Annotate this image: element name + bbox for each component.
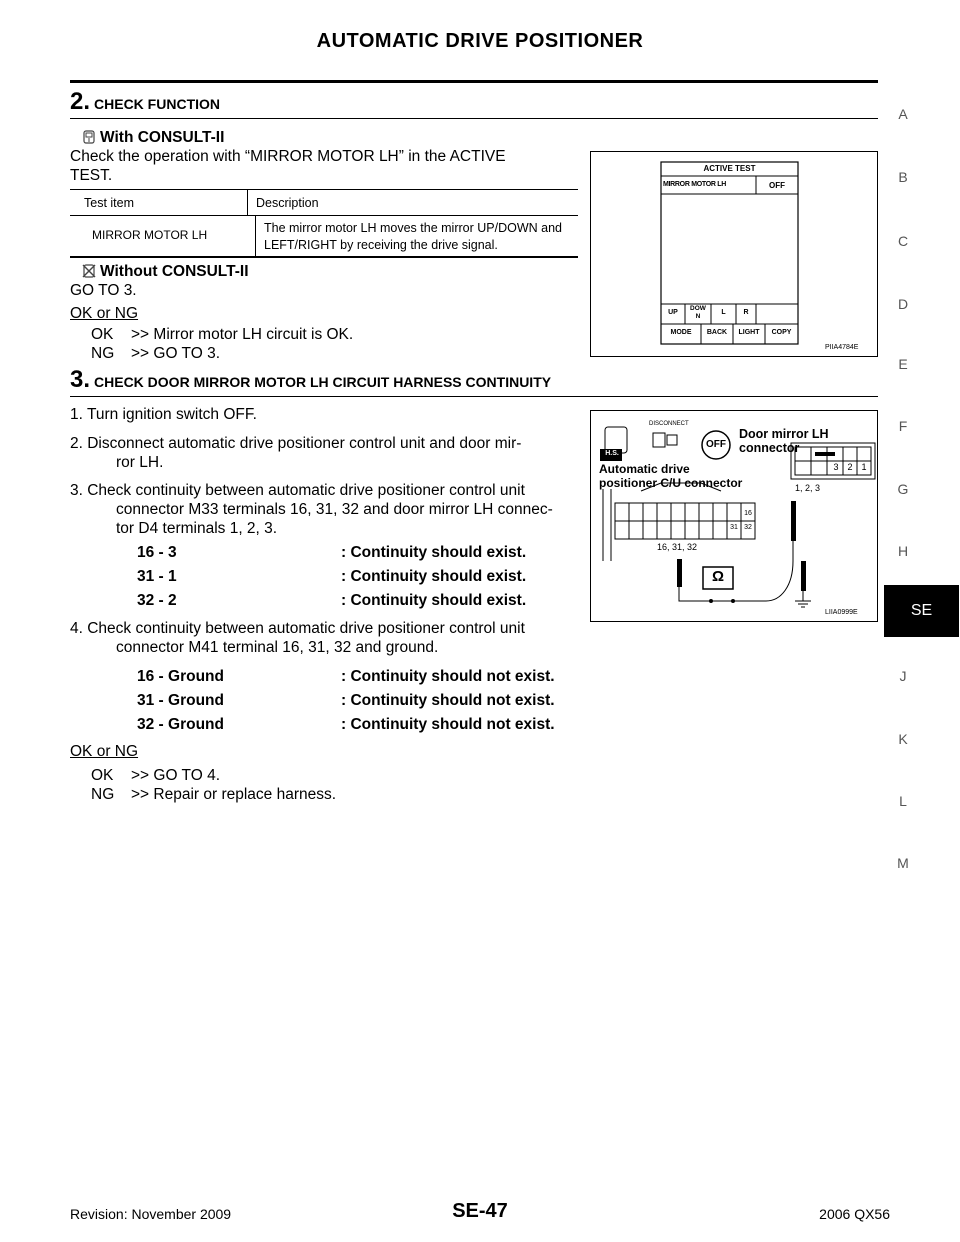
- index-m[interactable]: M: [897, 855, 909, 871]
- ground-pair: 31 - Ground: [137, 692, 224, 709]
- step3-number: 3.: [70, 366, 91, 393]
- fig-code-step3: LIIA0999E: [825, 609, 858, 616]
- ng-code: NG: [91, 786, 115, 803]
- fig-right-button: R: [743, 309, 749, 316]
- continuity-result: : Continuity should exist.: [341, 544, 527, 561]
- page-title: AUTOMATIC DRIVE POSITIONER: [316, 30, 644, 52]
- fig-back-button: BACK: [706, 329, 728, 336]
- step3-item-4b: connector M41 terminal 16, 31, 32 and ground.: [116, 639, 439, 656]
- step3-item-3b: connector M33 terminals 16, 31, 32 and door mirror LH connec-: [116, 501, 553, 518]
- continuity-result: : Continuity should exist.: [341, 592, 527, 609]
- ok-code: OK: [91, 326, 114, 343]
- footer-revision: Revision: November 2009: [70, 1206, 232, 1222]
- ground-row: [137, 692, 555, 710]
- ground-pair: 16 - Ground: [137, 668, 224, 685]
- header-rule: [70, 80, 878, 83]
- fig-item-value: OFF: [769, 181, 785, 190]
- step3-item-1: 1. Turn ignition switch OFF.: [70, 406, 257, 423]
- fig-item-label: MIRROR MOTOR LH: [663, 181, 727, 188]
- fig-down-button: DOW N: [690, 305, 706, 320]
- hs-label: H.S.: [605, 450, 619, 457]
- cu-connector-label: [599, 462, 742, 490]
- step3-okng: OK or NG: [70, 743, 139, 760]
- continuity-pair: 31 - 1: [137, 568, 177, 585]
- step3-rule: [70, 396, 878, 397]
- footer-model: 2006 QX56: [819, 1206, 890, 1222]
- step3-item-4a: 4. Check continuity between automatic drive positioner control unit: [70, 620, 525, 637]
- ground-result: : Continuity should not exist.: [341, 716, 555, 733]
- test-desc-cell: [256, 216, 562, 256]
- fig-left-button: L: [721, 309, 726, 316]
- test-table-header-item: Test item: [84, 195, 135, 210]
- ng-text: >> Repair or replace harness.: [131, 786, 337, 803]
- index-g[interactable]: G: [897, 481, 909, 497]
- ng-code: NG: [91, 345, 115, 362]
- continuity-row: [137, 544, 526, 562]
- ground-pair: 32 - Ground: [137, 716, 224, 733]
- disconnect-label: DISCONNECT: [649, 421, 689, 427]
- with-consult-text-2: TEST.: [70, 167, 113, 184]
- step2-number: 2.: [70, 88, 91, 115]
- without-consult-block: [84, 262, 249, 281]
- step2-rule: [70, 118, 878, 119]
- test-table: [70, 189, 578, 258]
- index-b[interactable]: B: [898, 169, 908, 185]
- index-e[interactable]: E: [898, 356, 908, 372]
- step2-ng-line: [91, 344, 220, 363]
- step2-okng: OK or NG: [70, 305, 139, 322]
- fig-copy-button: COPY: [771, 329, 792, 336]
- step3-heading: [70, 366, 551, 394]
- harness-figure: [590, 410, 878, 622]
- index-c[interactable]: C: [897, 233, 909, 249]
- cu-term-32: 32: [744, 524, 752, 531]
- index-d[interactable]: D: [897, 296, 909, 312]
- ground-result: : Continuity should not exist.: [341, 668, 555, 685]
- index-se-active[interactable]: SE: [884, 585, 959, 637]
- step2-heading: [70, 88, 220, 116]
- cu-terminals-label: 16, 31, 32: [657, 542, 698, 552]
- step2-ok-line: [91, 325, 353, 344]
- cu-term-31: 31: [730, 524, 738, 531]
- door-term-3: 3: [833, 462, 839, 472]
- cu-connector-line-2: positioner C/U connector: [599, 476, 743, 490]
- test-item-cell: MIRROR MOTOR LH: [92, 228, 208, 242]
- fig-code-step2: PIIA4784E: [825, 344, 859, 351]
- index-j[interactable]: J: [899, 668, 907, 684]
- ground-row: [137, 716, 555, 734]
- step3-title: CHECK DOOR MIRROR MOTOR LH CIRCUIT HARNESS CONTINUITY: [94, 374, 552, 390]
- step3-item-3c: tor D4 terminals 1, 2, 3.: [116, 520, 278, 537]
- active-test-screen: [591, 152, 877, 356]
- index-f[interactable]: F: [898, 418, 908, 434]
- off-label: OFF: [706, 439, 726, 450]
- test-desc-line-1: The mirror motor LH moves the mirror UP/DOWN and: [264, 221, 562, 235]
- footer-page-number: SE-47: [452, 1200, 508, 1222]
- test-desc-line-2: LEFT/RIGHT by receiving the drive signal.: [264, 238, 498, 252]
- step3-item-2b: ror LH.: [116, 454, 164, 471]
- active-test-figure: [590, 151, 878, 357]
- ground-row: [137, 668, 555, 686]
- with-consult-label: With CONSULT-II: [100, 129, 225, 146]
- cu-connector-line-1: Automatic drive: [599, 462, 690, 476]
- door-terminals-label: 1, 2, 3: [795, 483, 821, 493]
- without-consult-text: GO TO 3.: [70, 282, 137, 299]
- cu-term-16: 16: [744, 510, 752, 517]
- without-consult-label: Without CONSULT-II: [100, 263, 249, 280]
- ok-code: OK: [91, 767, 114, 784]
- fig-up-button: UP: [668, 309, 678, 316]
- continuity-row: [137, 568, 526, 586]
- continuity-pair: 32 - 2: [137, 592, 177, 609]
- fig-mode-button: MODE: [670, 329, 692, 336]
- fig-light-button: LIGHT: [738, 329, 760, 336]
- step2-title: CHECK FUNCTION: [94, 96, 221, 112]
- index-h[interactable]: H: [897, 543, 909, 559]
- door-connector-label: Door mirror LH connector: [739, 427, 829, 455]
- continuity-result: : Continuity should exist.: [341, 568, 527, 585]
- index-l[interactable]: L: [899, 793, 907, 809]
- step3-item-3a: 3. Check continuity between automatic drive positioner control unit: [70, 482, 525, 499]
- step3-ng-line: [91, 785, 336, 804]
- ok-text: >> Mirror motor LH circuit is OK.: [131, 326, 354, 343]
- ok-text: >> GO TO 4.: [131, 767, 221, 784]
- ohm-meter-icon: Ω: [711, 568, 725, 585]
- table-row: [70, 216, 578, 256]
- continuity-row: [137, 592, 526, 610]
- ng-text: >> GO TO 3.: [131, 345, 221, 362]
- door-term-2: 2: [847, 462, 853, 472]
- with-consult-text-1: Check the operation with “MIRROR MOTOR LH” in the ACTIVE: [70, 148, 506, 165]
- continuity-pair: 16 - 3: [137, 544, 177, 561]
- index-a[interactable]: A: [898, 106, 908, 122]
- step3-ok-line: [91, 766, 220, 785]
- index-k[interactable]: K: [898, 731, 908, 747]
- step3-item-2a: 2. Disconnect automatic drive positioner control unit and door mir-: [70, 435, 522, 452]
- ground-result: : Continuity should not exist.: [341, 692, 555, 709]
- fig-active-test-title: ACTIVE TEST: [703, 164, 756, 173]
- with-consult-block: [84, 128, 224, 147]
- test-table-header-desc: Description: [256, 195, 319, 210]
- door-term-1: 1: [861, 462, 867, 472]
